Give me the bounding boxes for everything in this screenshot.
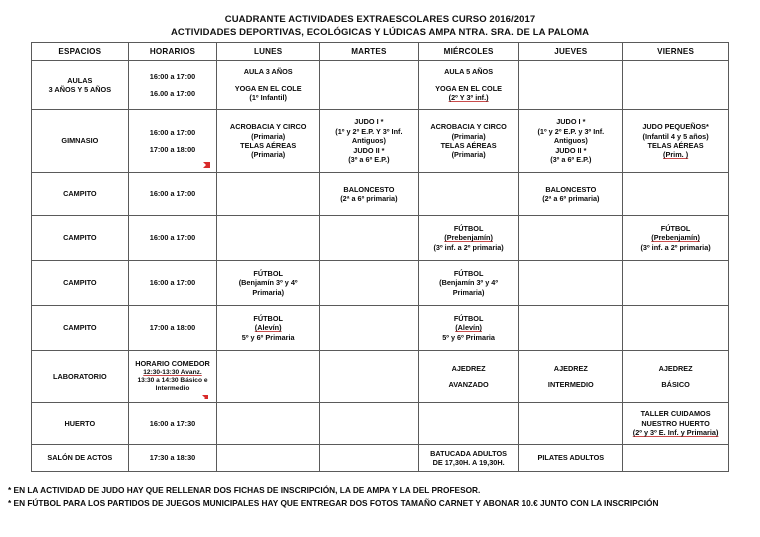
activity-title: BALONCESTO [343, 184, 395, 194]
activity-detail: (2ª a 6º primaria) [340, 194, 398, 203]
activity-title: FÚTBOL [453, 268, 484, 278]
activity-detail: (Infantil 4 y 5 años) [642, 131, 709, 141]
table-row [32, 403, 729, 445]
activity-detail: Antiguos) [351, 136, 386, 146]
activity-detail: (3º inf. a 2º primaria) [433, 242, 504, 252]
activity-title: TELAS AÉREAS [647, 141, 704, 150]
activity-detail: (Prebenjamín) [444, 233, 493, 243]
activity-detail: (2º y 3º E. Inf. y Primaria) [632, 428, 719, 438]
activity-detail: (Alevín) [254, 323, 282, 333]
column-header-espacios: ESPACIOS [32, 43, 129, 61]
red-flag-marker-icon [202, 395, 208, 399]
cell-espacio-laboratorio: LABORATORIO [32, 351, 129, 403]
activity-detail: Primaria) [252, 287, 284, 297]
horario-2: 16.00 a 17:00 [149, 88, 196, 98]
column-header-miercoles: MIÉRCOLES [418, 43, 519, 61]
cell-lunes-campito [217, 216, 320, 261]
cell-jueves-campito [519, 306, 623, 351]
table-row [32, 216, 729, 261]
activity-title: BATUCADA ADULTOS [430, 448, 508, 458]
horario-2: 12:30-13:30 Avanz. [143, 368, 202, 376]
activity-title: BALONCESTO [545, 184, 597, 194]
cell-viernes-campito [623, 216, 729, 261]
activity-detail: (Primaria) [251, 150, 286, 160]
activity-detail: (Prim. ) [663, 150, 689, 160]
activity-detail: DE 17,30H. A 19,30H. [432, 458, 505, 467]
cell-miercoles-campito [418, 306, 519, 351]
cell-horario-gimnasio [128, 110, 217, 173]
activity-detail: (Primaria) [451, 150, 486, 160]
cell-jueves-campito [519, 216, 623, 261]
cell-espacio-salon: SALÓN DE ACTOS [32, 445, 129, 472]
cell-jueves-campito [519, 261, 623, 306]
cell-horario-huerto: 16:00 a 17:30 [128, 403, 217, 445]
cell-espacio-campito: CAMPITO [32, 306, 129, 351]
column-header-lunes: LUNES [217, 43, 320, 61]
cell-jueves-huerto [519, 403, 623, 445]
activity-level: BÁSICO [661, 380, 690, 389]
activity-title: JUDO I * [556, 117, 586, 127]
activity-title: JUDO II * [555, 145, 587, 155]
table-row [32, 261, 729, 306]
cell-martes-campito [320, 216, 419, 261]
cell-martes-campito [320, 306, 419, 351]
activity-detail: (1º Infantil) [249, 93, 287, 103]
cell-miercoles-campito [418, 173, 519, 216]
column-header-viernes: VIERNES [623, 43, 729, 61]
cell-horario-laboratorio [128, 351, 217, 403]
activity-detail: (Benjamín 3º y 4º [439, 278, 499, 288]
activity-detail: (Primaria) [251, 131, 286, 141]
cell-miercoles-gimnasio [418, 110, 519, 173]
cell-miercoles-aulas [418, 61, 519, 110]
cell-horario-campito: 16:00 a 17:00 [128, 261, 217, 306]
title-line-1: CUADRANTE ACTIVIDADES EXTRAESCOLARES CURSO 2016/2017 [224, 14, 536, 25]
table-row [32, 173, 729, 216]
footer-note-futbol: * EN FÚTBOL PARA LOS PARTIDOS DE JUEGOS MUNICIPALES HAY QUE ENTREGAR DOS FOTOS TAMAÑO CARNET Y ABONAR 10.€ JUNTO CON LA INSCRIPCIÓN [8, 497, 659, 508]
activity-detail: (3º a 6º E.P.) [348, 155, 390, 165]
activity-title: JUDO PEQUEÑOS* [642, 122, 709, 132]
activity-title: FÚTBOL [253, 268, 283, 278]
cell-horario-campito: 17:00 a 18:00 [128, 306, 217, 351]
cell-viernes-gimnasio [623, 110, 729, 173]
activity-detail: (3º inf. a 2º primaria) [640, 242, 711, 252]
cell-horario-aulas [128, 61, 217, 110]
activity-detail: (3º a 6º E.P.) [550, 155, 592, 165]
cell-espacio-campito: CAMPITO [32, 173, 129, 216]
activity-title: FÚTBOL [660, 223, 691, 233]
horario-1: 16:00 a 17:00 [149, 72, 196, 82]
activity-title: AULA 3 AÑOS [243, 67, 293, 77]
activity-detail: (Alevín) [455, 323, 482, 333]
cell-miercoles-campito [418, 216, 519, 261]
activity-detail: Primaria) [452, 287, 485, 297]
activity-title: JUDO I * [354, 117, 384, 127]
espacio-name: AULAS [67, 75, 93, 85]
activity-detail: (2ª a 6º primaria) [542, 194, 600, 203]
horario-2: 17:00 a 18:00 [149, 144, 196, 154]
document-title-block [0, 0, 760, 39]
cell-miercoles-campito [418, 261, 519, 306]
activity-detail: Antiguos) [553, 136, 588, 146]
cell-espacio-gimnasio: GIMNASIO [32, 110, 129, 173]
cell-miercoles-laboratorio [418, 351, 519, 403]
activity-title: AJEDREZ [451, 363, 486, 373]
cell-lunes-campito [217, 173, 320, 216]
activity-title: YOGA EN EL COLE [435, 83, 503, 93]
horario-1: HORARIO COMEDOR [135, 359, 210, 369]
cell-horario-campito: 16:00 a 17:00 [128, 216, 217, 261]
cell-jueves-salon: PILATES ADULTOS [519, 445, 623, 472]
activity-title: FÚTBOL [453, 223, 484, 233]
cell-horario-campito: 16:00 a 17:00 [128, 173, 217, 216]
cell-espacio-campito: CAMPITO [32, 216, 129, 261]
table-row [32, 351, 729, 403]
column-header-horarios: HORARIOS [128, 43, 217, 61]
table-row [32, 61, 729, 110]
cell-martes-campito [320, 173, 419, 216]
cell-martes-aulas [320, 61, 419, 110]
cell-jueves-campito [519, 173, 623, 216]
activity-title: NUESTRO HUERTO [641, 418, 710, 428]
activity-detail: (2º Y 3º inf.) [448, 93, 489, 103]
table-row [32, 110, 729, 173]
red-flag-marker-icon [203, 162, 210, 168]
horario-4: Intermedio [155, 385, 190, 393]
horario-1: 16:00 a 17:00 [149, 128, 196, 138]
activity-title: AJEDREZ [658, 363, 693, 373]
activity-title: YOGA EN EL COLE [234, 83, 302, 93]
activity-detail: (1º y 2º E.P. Y 3º Inf. [335, 126, 403, 136]
cell-espacio-aulas [32, 61, 129, 110]
cell-viernes-campito [623, 306, 729, 351]
footer-notes [8, 484, 752, 509]
activity-title: FÚTBOL [253, 313, 283, 323]
cell-lunes-salon [217, 445, 320, 472]
cell-viernes-aulas [623, 61, 729, 110]
cell-martes-huerto [320, 403, 419, 445]
activity-title: TALLER CUIDAMOS [640, 409, 711, 419]
cell-lunes-huerto [217, 403, 320, 445]
table-header-row [32, 43, 729, 61]
cell-miercoles-huerto [418, 403, 519, 445]
activity-title: AULA 5 AÑOS [444, 67, 494, 77]
activity-level: AVANZADO [448, 380, 489, 389]
title-line-2: ACTIVIDADES DEPORTIVAS, ECOLÓGICAS Y LÚDICAS AMPA NTRA. SRA. DE LA PALOMA [170, 27, 590, 38]
table-row [32, 306, 729, 351]
cell-martes-gimnasio [320, 110, 419, 173]
cell-jueves-laboratorio [519, 351, 623, 403]
cell-jueves-aulas [519, 61, 623, 110]
activity-detail: (Primaria) [451, 131, 486, 141]
espacio-detail: 3 AÑOS Y 5 AÑOS [48, 85, 112, 94]
column-header-jueves: JUEVES [519, 43, 623, 61]
cell-jueves-gimnasio [519, 110, 623, 173]
activity-detail: (Benjamín 3º y 4º [238, 278, 298, 288]
horario-3: 13:30 a 14:30 Básico e [137, 377, 208, 384]
cell-lunes-gimnasio [217, 110, 320, 173]
cell-martes-laboratorio [320, 351, 419, 403]
activity-level: INTERMEDIO [547, 380, 594, 389]
column-header-martes: MARTES [320, 43, 419, 61]
activity-title: JUDO II * [353, 145, 385, 155]
cell-lunes-laboratorio [217, 351, 320, 403]
activity-title: TELAS AÉREAS [440, 141, 497, 150]
activity-title: AJEDREZ [553, 363, 588, 373]
cell-lunes-aulas [217, 61, 320, 110]
cell-miercoles-salon [418, 445, 519, 472]
cell-martes-campito [320, 261, 419, 306]
cell-viernes-laboratorio [623, 351, 729, 403]
activity-detail: (Prebenjamín) [651, 233, 700, 243]
cell-viernes-campito [623, 173, 729, 216]
activity-detail: 5º y 6º Primaria [241, 332, 295, 342]
activity-title: ACROBACIA Y CIRCO [430, 122, 507, 132]
activity-title: FÚTBOL [453, 313, 484, 323]
cell-lunes-campito [217, 306, 320, 351]
activity-title: ACROBACIA Y CIRCO [229, 122, 307, 132]
cell-viernes-huerto [623, 403, 729, 445]
activity-detail: 5º y 6º Primaria [442, 332, 495, 342]
cell-espacio-campito: CAMPITO [32, 261, 129, 306]
schedule-table [31, 42, 729, 472]
cell-viernes-salon [623, 445, 729, 472]
cell-espacio-huerto: HUERTO [32, 403, 129, 445]
activity-detail: (1º y 2º E.P. y 3º Inf. [537, 126, 605, 136]
cell-viernes-campito [623, 261, 729, 306]
cell-lunes-campito [217, 261, 320, 306]
table-row [32, 445, 729, 472]
cell-horario-salon: 17:30 a 18:30 [128, 445, 217, 472]
activity-title: TELAS AÉREAS [240, 141, 297, 150]
cell-martes-salon [320, 445, 419, 472]
footer-note-judo: * EN LA ACTIVIDAD DE JUDO HAY QUE RELLENAR DOS FICHAS DE INSCRIPCIÓN, LA DE AMPA Y LA DEL PROFESOR. [8, 485, 481, 495]
